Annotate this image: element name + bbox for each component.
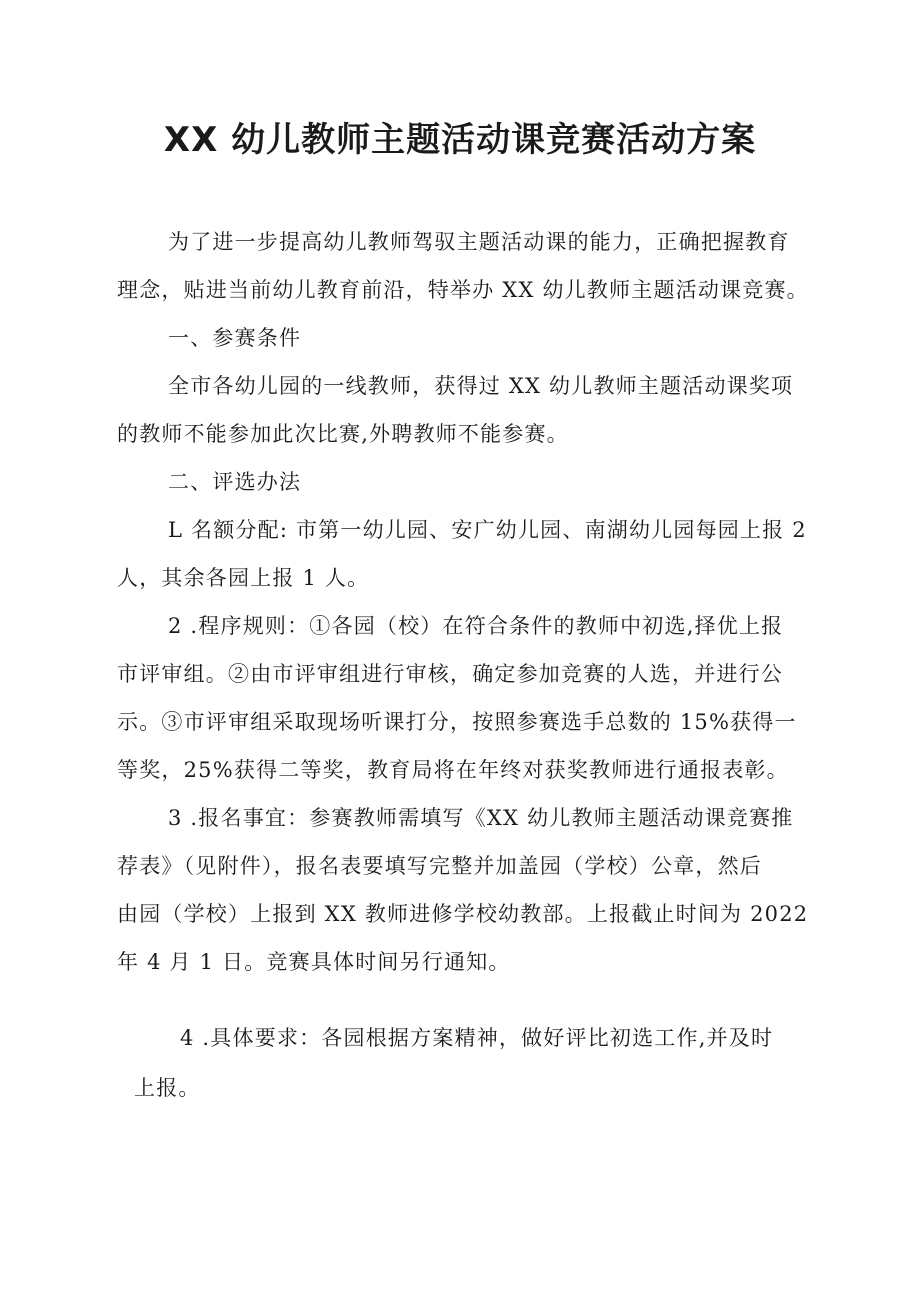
paragraph-line: 为了进一步提高幼儿教师驾驭主题活动课的能力，正确把握教育 <box>168 230 790 254</box>
paragraph-line: 示。③市评审组采取现场听课打分，按照参赛选手总数的 15%获得一 <box>117 710 797 734</box>
section-heading: 二、评选办法 <box>168 470 302 494</box>
paragraph-line: 上报。 <box>134 1076 201 1100</box>
paragraph-line: 荐表》（见附件），报名表要填写完整并加盖园（学校）公章，然后 <box>117 854 762 878</box>
paragraph-line: 全市各幼儿园的一线教师，获得过 XX 幼儿教师主题活动课奖项 <box>168 374 794 398</box>
document-title: XX 幼儿教师主题活动课竞赛活动方案 <box>163 120 757 160</box>
paragraph-line: 年 4 月 1 日。竞赛具体时间另行通知。 <box>117 950 511 974</box>
paragraph-line: 2 .程序规则：①各园（校）在符合条件的教师中初选,择优上报 <box>168 614 784 638</box>
paragraph-line: 理念，贴进当前幼儿教育前沿，特举办 XX 幼儿教师主题活动课竞赛。 <box>117 278 809 302</box>
paragraph-line: 人，其余各园上报 1 人。 <box>117 566 370 590</box>
paragraph-line: 等奖，25%获得二等奖，教育局将在年终对获奖教师进行通报表彰。 <box>117 758 789 782</box>
section-heading: 一、参赛条件 <box>168 326 302 350</box>
paragraph-line: 市评审组。②由市评审组进行审核，确定参加竞赛的人选，并进行公 <box>117 662 783 686</box>
paragraph-line: L 名额分配: 市第一幼儿园、安广幼儿园、南湖幼儿园每园上报 2 <box>168 518 807 542</box>
paragraph-line: 由园（学校）上报到 XX 教师进修学校幼教部。上报截止时间为 2022 <box>117 902 809 926</box>
paragraph-line: 的教师不能参加此次比赛,外聘教师不能参赛。 <box>117 422 569 446</box>
paragraph-line: 4 .具体要求：各园根据方案精神，做好评比初选工作,并及时 <box>180 1026 774 1050</box>
paragraph-line: 3 .报名事宜：参赛教师需填写《XX 幼儿教师主题活动课竞赛推 <box>168 806 794 830</box>
